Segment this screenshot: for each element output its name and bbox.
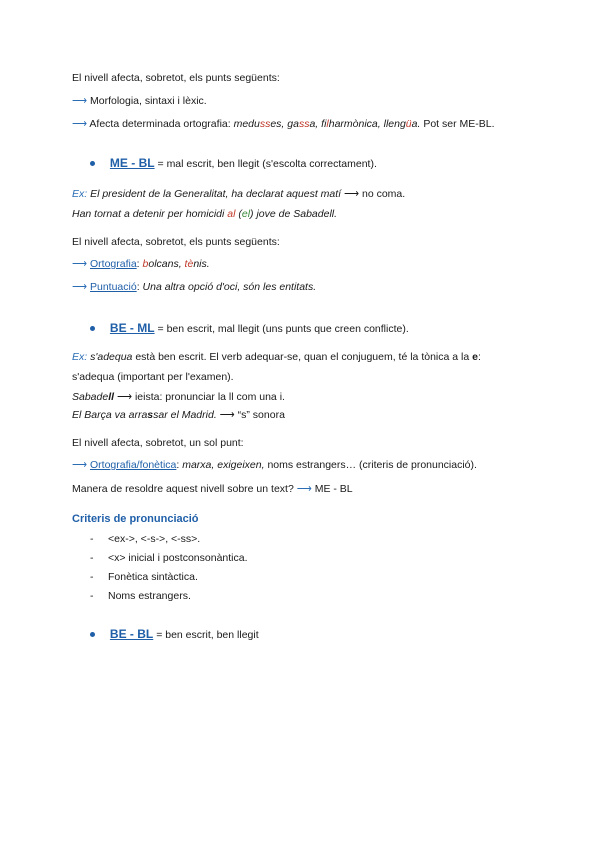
- example-label: Ex:: [72, 188, 88, 200]
- code-me-bl: ME - BL: [109, 156, 155, 170]
- item-note: Pot ser ME-BL.: [423, 118, 495, 130]
- section2-item-ortografia: ⟶ Ortografia: bolcans, tènis.: [72, 258, 210, 270]
- bullet-icon: [90, 632, 95, 637]
- arrow-icon: ⟶: [344, 188, 360, 200]
- example-tail: no coma.: [361, 188, 406, 200]
- section2-intro: El nivell afecta, sobretot, els punts següents:: [72, 236, 280, 248]
- arrow-icon: ⟶: [116, 391, 133, 403]
- example-line-1: [72, 188, 405, 200]
- item-text: Afecta determinada ortografia:: [89, 118, 231, 130]
- bullet-text: = ben escrit, ben llegit: [156, 629, 259, 641]
- arrow-icon: ⟶: [72, 118, 88, 130]
- arrow-icon: ⟶: [72, 95, 88, 107]
- puntuacio-link[interactable]: Puntuació: [89, 281, 137, 293]
- bullet-me-bl: [90, 156, 377, 170]
- example-sentence: Una altra opció d'oci, són les entitats.: [142, 281, 317, 293]
- ortografia-link[interactable]: Ortografia: [89, 258, 137, 270]
- list-item: - <ex->, <-s->, <-ss>.: [90, 533, 201, 545]
- bullet-text: = mal escrit, ben llegit (s'escolta correctament).: [157, 158, 377, 170]
- code-be-ml: BE - ML: [109, 321, 155, 335]
- example-line-2: Han tornat a detenir per homicidi al (el) jove de Sabadell.: [72, 208, 338, 220]
- item-text: Morfologia, sintaxi i lèxic.: [89, 95, 207, 107]
- bullet-be-ml: [90, 321, 409, 335]
- section2-item-puntuacio: ⟶ Puntuació: Una altra opció d'oci, són les entitats.: [72, 281, 317, 293]
- example-adequa-line2: s'adequa (important per l'examen).: [72, 371, 234, 383]
- example-words: bolcans, tènis.: [142, 258, 210, 270]
- example-words: medusses, gassa, filharmònica, llengüa.: [233, 118, 421, 130]
- code-be-bl: BE - BL: [109, 627, 154, 641]
- ortografia-fonetica-link[interactable]: Ortografia/fonètica: [89, 459, 177, 471]
- example-sabadell: Sabadell ⟶ ieista: pronunciar la ll com una i.: [72, 391, 285, 403]
- arrow-icon: ⟶: [296, 483, 312, 495]
- bullet-be-bl: [90, 627, 259, 641]
- bullet-icon: [90, 161, 95, 166]
- example-barca: El Barça va arrassar el Madrid. ⟶ “s” sonora: [72, 409, 285, 421]
- list-item: - Fonètica sintàctica.: [90, 571, 198, 583]
- arrow-icon: ⟶: [219, 409, 235, 421]
- section3-intro: El nivell afecta, sobretot, un sol punt:: [72, 437, 244, 449]
- arrow-icon: ⟶: [72, 258, 88, 270]
- section1-item-ortografia: [72, 118, 495, 130]
- example-text: El president de la Generalitat, ha declarat aquest matí: [90, 188, 342, 200]
- bullet-text: = ben escrit, mal llegit (uns punts que creen conflicte).: [157, 323, 409, 335]
- arrow-icon: ⟶: [72, 459, 88, 471]
- list-item: - Noms estrangers.: [90, 590, 191, 602]
- criteris-heading: Criteris de pronunciació: [72, 513, 199, 525]
- section1-item-morfologia: [72, 95, 207, 107]
- section3-item: ⟶ Ortografia/fonètica: marxa, exigeixen, noms estrangers… (criteris de pronunciació).: [72, 459, 477, 471]
- list-item: - <x> inicial i postconsonàntica.: [90, 552, 248, 564]
- example-label: Ex:: [72, 351, 88, 363]
- bullet-icon: [90, 326, 95, 331]
- section3-question: Manera de resoldre aquest nivell sobre un text? ⟶ ME - BL: [72, 483, 353, 495]
- section1-intro: El nivell afecta, sobretot, els punts següents:: [72, 72, 280, 84]
- example-adequa: Ex: s'adequa està ben escrit. El verb adequar-se, quan el conjuguem, té la tònica a la e:: [72, 351, 481, 363]
- arrow-icon: ⟶: [72, 281, 88, 293]
